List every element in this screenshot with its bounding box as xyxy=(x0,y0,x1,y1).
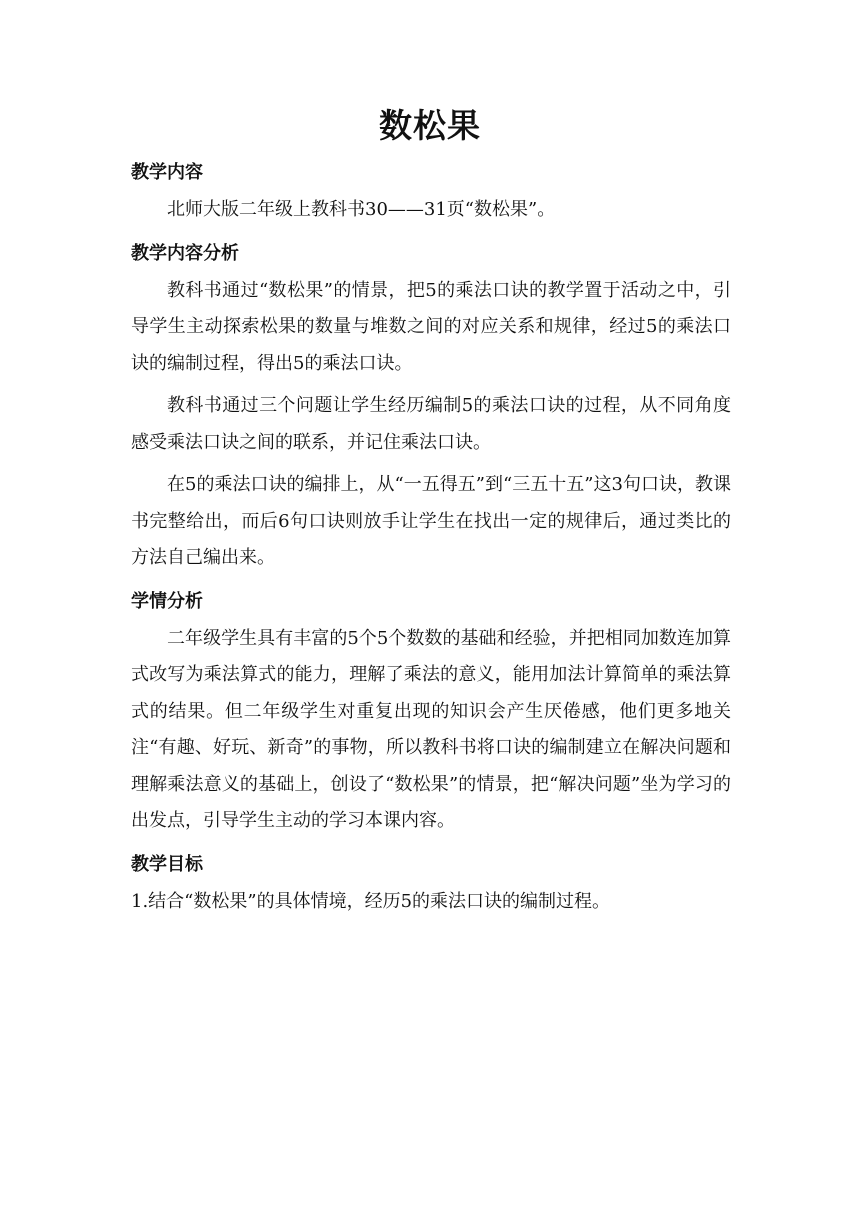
section-heading-content-analysis: 教学内容分析 xyxy=(131,242,239,264)
paragraph: 在5的乘法口诀的编排上，从“一五得五”到“三五十五”这3句口诀，教课书完整给出，而后6句口诀则放手让学生在找出一定的规律后，通过类比的方法自己编出来。 xyxy=(131,474,731,568)
paragraph: 教科书通过三个问题让学生经历编制5的乘法口诀的过程，从不同角度感受乘法口诀之间的联系，并记住乘法口诀。 xyxy=(131,395,731,453)
document-title: 数松果 xyxy=(379,106,481,145)
paragraph: 1.结合“数松果”的具体情境，经历5的乘法口诀的编制过程。 xyxy=(131,890,611,912)
document-body xyxy=(131,154,731,926)
section-heading-teaching-goals: 教学目标 xyxy=(131,853,203,875)
section-heading-teaching-content: 教学内容 xyxy=(131,162,203,183)
paragraph: 教科书通过“数松果”的情景，把5的乘法口诀的教学置于活动之中，引导学生主动探索松果的数量与堆数之间的对应关系和规律，经过5的乘法口诀的编制过程，得出5的乘法口诀。 xyxy=(131,279,731,374)
section-heading-learner-analysis: 学情分析 xyxy=(131,590,203,612)
paragraph: 北师大版二年级上教科书30——31页“数松果”。 xyxy=(167,199,556,220)
paragraph: 二年级学生具有丰富的5个5个数数的基础和经验，并把相同加数连加算式改写为乘法算式的能力，理解了乘法的意义，能用加法计算简单的乘法算式的结果。但二年级学生对重复出现的知识会产生厌倦感，他们更多地关注“有趣、好玩、新奇”的事物，所以教科书将口诀的编制建立在解决问题和理解乘法意义的基础上，创设了“数松果”的情景，把“解决问题”坐为学习的出发点，引导学生主动的学习本课内容。 xyxy=(131,627,731,831)
